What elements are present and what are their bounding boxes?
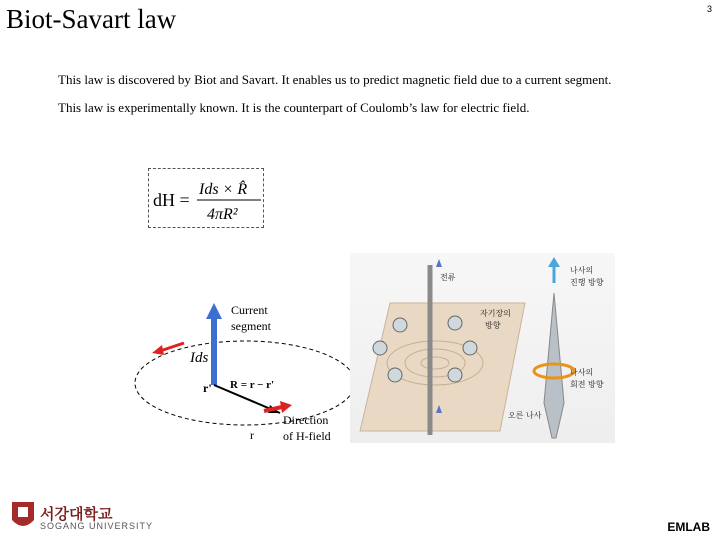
compass-6 (448, 368, 462, 382)
page-number: 3 (706, 4, 712, 14)
university-name-korean: 서강대학교 (40, 506, 113, 523)
current-label-2: segment (231, 319, 271, 333)
photo-screw-rot-1: 나사의 (570, 368, 594, 377)
compass-3 (373, 341, 387, 355)
current-label-1: Current (231, 303, 268, 317)
formula-graphic (149, 169, 263, 227)
photo-field-label-1: 자기장의 (480, 309, 511, 318)
photo-current-label: 전류 (440, 273, 456, 282)
formula-box (148, 168, 264, 228)
photo-right-screw: 오른 나사 (508, 411, 542, 420)
direction-label-2: of H-field (283, 429, 331, 443)
r-prime-label: r' (203, 381, 212, 395)
photo-screw-travel-2: 진행 방향 (570, 278, 604, 287)
university-name-english: SOGANG UNIVERSITY (40, 521, 154, 531)
university-seal-icon (10, 500, 36, 532)
direction-label-1: Direction (283, 413, 329, 427)
lab-name: EMLAB (667, 520, 710, 534)
travel-arrowhead (548, 257, 560, 267)
h-field-arrowhead-left (152, 345, 164, 355)
current-segment-arrowhead (206, 303, 222, 319)
compass-2 (448, 316, 462, 330)
ids-label: Ids (190, 350, 209, 366)
current-arrow-top (436, 259, 442, 267)
photo-screw-rot-2: 회전 방향 (570, 380, 604, 389)
h-field-arrow-left (160, 343, 184, 351)
slide-title: Biot-Savart law (6, 4, 177, 34)
photo-field-label-2: 방향 (485, 321, 501, 330)
formula-lhs: dH = (153, 190, 190, 210)
formula-numerator: Ids × R̂ (199, 181, 248, 198)
compass-1 (393, 318, 407, 332)
photo-screw-travel-1: 나사의 (570, 266, 594, 275)
body-line-2: This law is experimentally known. It is the counterpart of Coulomb’s law for electric field. (58, 100, 530, 115)
formula-denominator: 4πR² (207, 206, 238, 223)
r-label: r (250, 428, 254, 442)
compass-5 (388, 368, 402, 382)
compass-4 (463, 341, 477, 355)
r-vector-label: R = r − r' (230, 379, 275, 391)
body-line-1: This law is discovered by Biot and Savart. It enables us to predict magnetic field due to a current segment. (58, 72, 612, 87)
